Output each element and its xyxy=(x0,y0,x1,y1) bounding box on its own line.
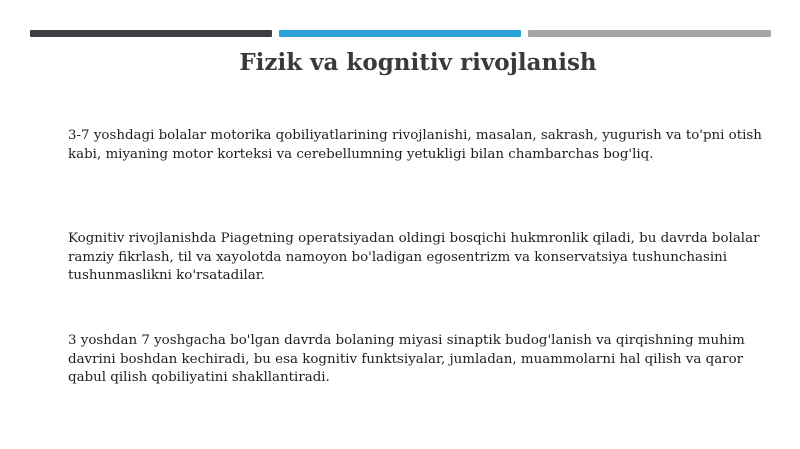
header-bar-left xyxy=(30,30,272,37)
header-bar-right xyxy=(528,30,771,37)
paragraph-motor-skills: 3-7 yoshdagi bolalar motorika qobiliyatlarining rivojlanishi, masalan, sakrash, yugurish va to'pni otish kabi, miyaning motor korteksi va cerebellumning yetukligi bilan chambarchas bog'liq. xyxy=(68,128,762,162)
paragraph-cognitive-development: Kognitiv rivojlanishda Piagetning operatsiyadan oldingi bosqichi hukmronlik qiladi, bu davrda bolalar ramziy fikrlash, til va xayolotda namoyon bo'ladigan egosentrizm va konservatsiya tushunchasini tushunmaslikni ko'rsatadilar. xyxy=(68,231,760,284)
slide-title: Fizik va kognitiv rivojlanish xyxy=(239,49,597,76)
paragraph-brain-development: 3 yoshdan 7 yoshgacha bo'lgan davrda bolaning miyasi sinaptik budog'lanish va qirqishning muhim davrini boshdan kechiradi, bu esa kognitiv funktsiyalar, jumladan, muammolarni hal qilish va qaror qabul qilish qobiliyatini shakllantiradi. xyxy=(68,333,745,386)
header-bar-middle xyxy=(279,30,521,37)
